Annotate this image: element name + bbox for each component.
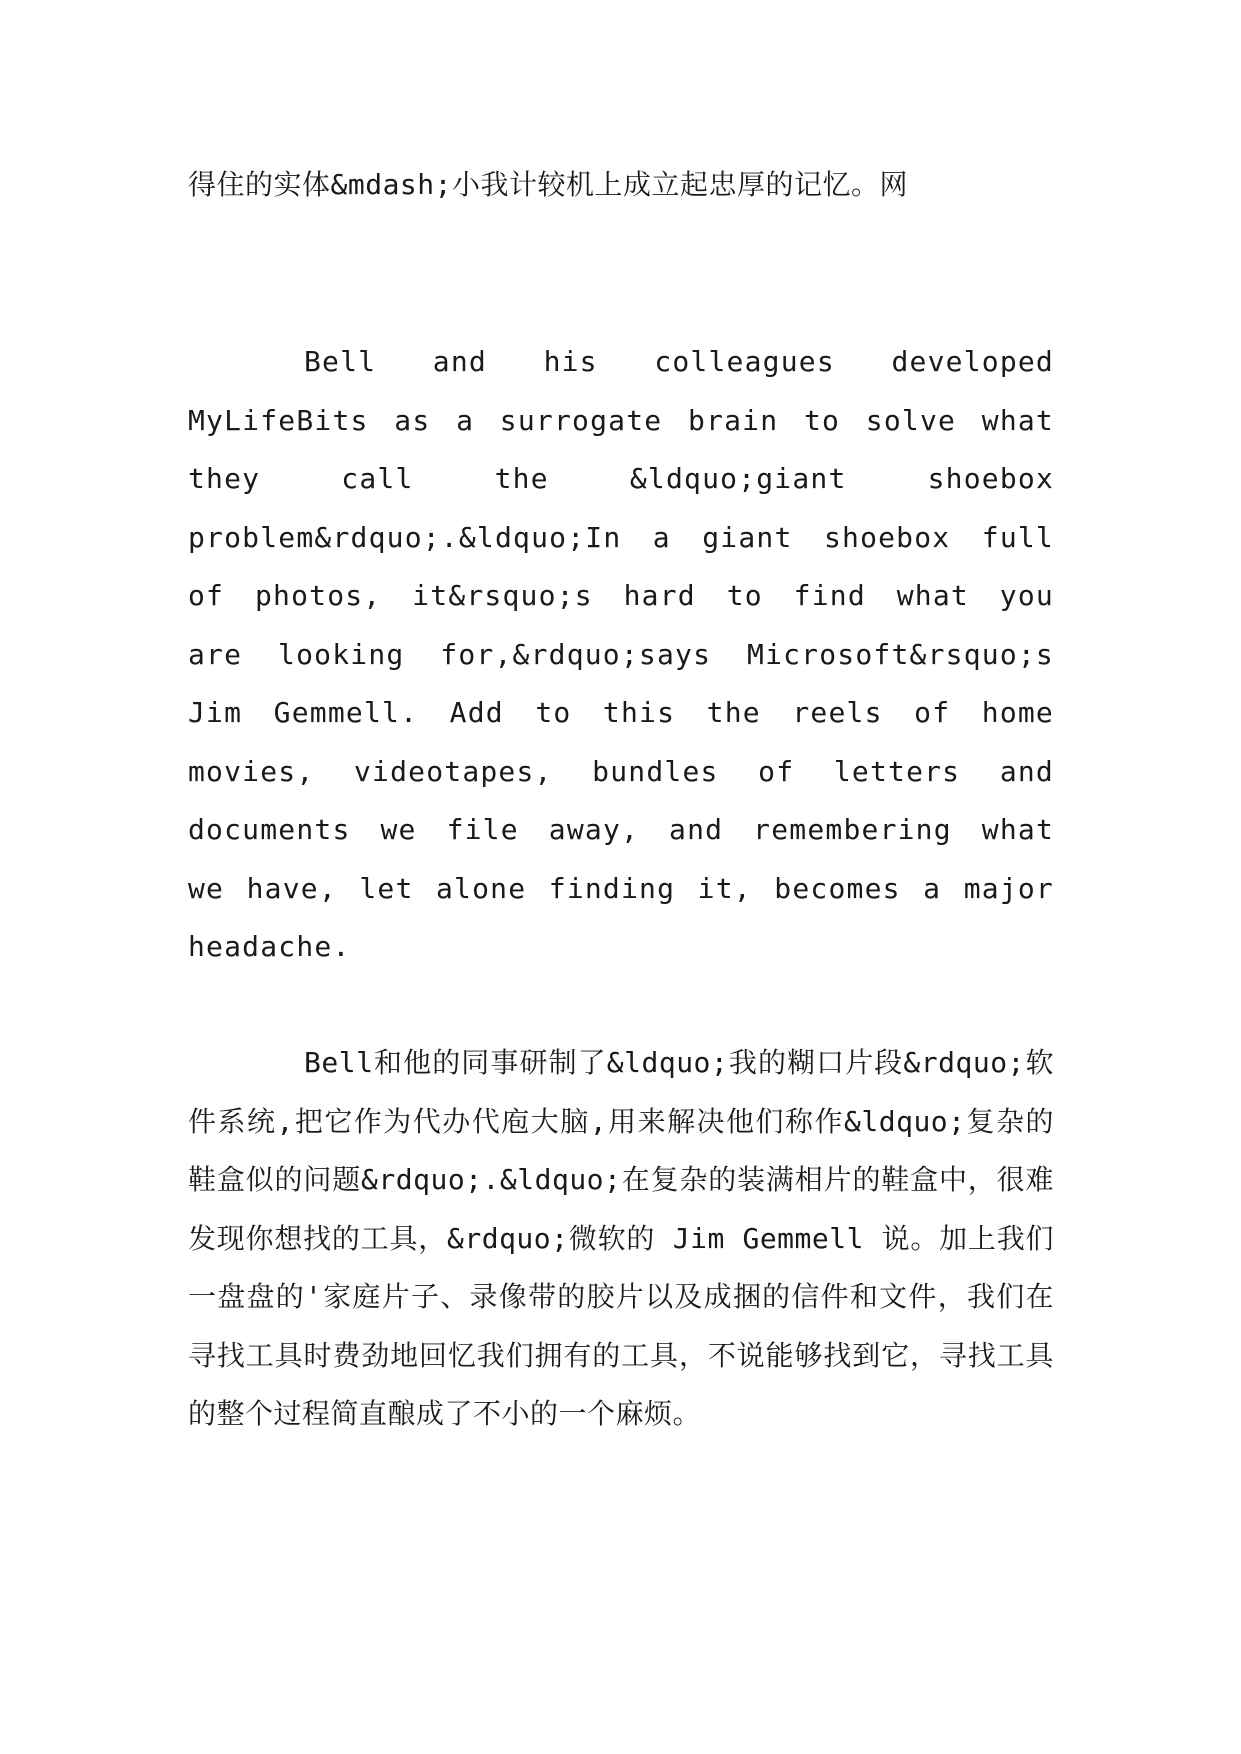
chinese-text-fragment: 得住的实体&mdash;小我计较机上成立起忠厚的记忆。网	[188, 168, 909, 201]
english-paragraph: Bell and his colleagues developed MyLifeBits as a surrogate brain to solve what they call the &ldquo;giant shoebox problem&rdquo;.&ldquo;In a giant shoebox full of photos, it&rsquo;s hard to find what you are looking for,&rdquo;says Microsoft&rsquo;s Jim Gemmell. Add to this the reels of home movies, videotapes, bundles of letters and documents we file away, and remembering what we have, let alone finding it, becomes a major headache.	[188, 345, 1054, 963]
document-page	[188, 0, 1054, 1754]
chinese-translation-paragraph: Bell和他的同事研制了&ldquo;我的糊口片段&rdquo;软件系统,把它作为代办代庖大脑,用来解决他们称作&ldquo;复杂的鞋盒似的问题&rdquo;.&ldquo;在复杂的装满相片的鞋盒中，很难发现你想找的工具，&rdquo;微软的 Jim Gemmell 说。加上我们一盘盘的'家庭片子、录像带的胶片以及成捆的信件和文件，我们在寻找工具时费劲地回忆我们拥有的工具，不说能够找到它，寻找工具的整个过程简直酿成了不小的一个麻烦。	[188, 1046, 1054, 1430]
